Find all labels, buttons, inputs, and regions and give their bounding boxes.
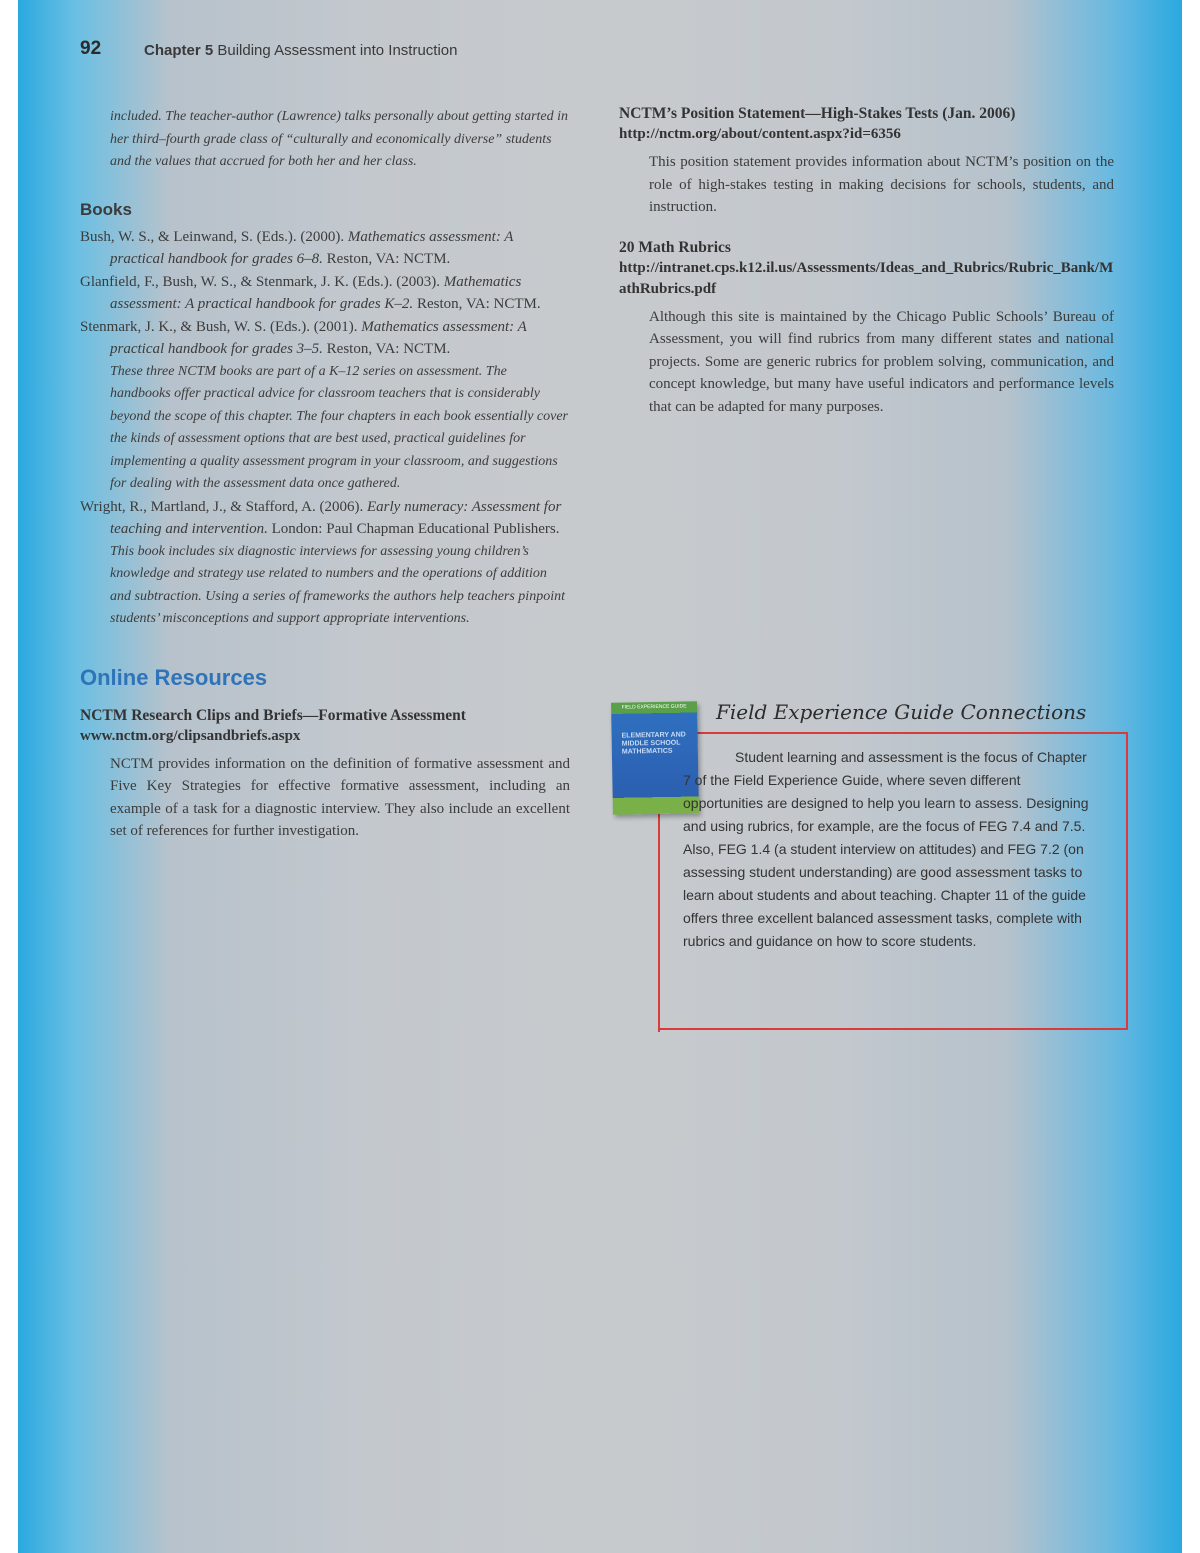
books-heading: Books	[80, 199, 132, 219]
resource-link[interactable]: http://nctm.org/about/content.aspx?id=6356	[619, 126, 901, 142]
wright-annotation: This book includes six diagnostic interviews for assessing young children’s knowledge and strategy use related to numbers and the operations of addition and subtraction. Using a series of frameworks the authors help teachers pinpoint students’ misconceptions and support appropriate interventions.	[110, 543, 565, 626]
field-experience-callout	[608, 694, 1113, 1034]
resource-title: NCTM Research Clips and Briefs—Formative Assessment	[80, 706, 466, 724]
chapter-label: Chapter 5	[144, 42, 214, 59]
chapter-title: Building Assessment into Instruction	[217, 42, 458, 59]
reference-stenmark: Stenmark, J. K., & Bush, W. S. (Eds.). (2001). Mathematics assessment: A practical handbook for grades 3–5. Reston, VA: NCTM.	[80, 318, 527, 357]
resource-description: Although this site is maintained by the Chicago Public Schools’ Bureau of Assessment, you will find rubrics from many different states and national projects. Some are generic rubrics for problem solving, communication, and concept knowledge, but many have useful indicators and performance levels that can be adapted for many purposes.	[649, 308, 1114, 415]
book-cover-title: ELEMENTARY AND MIDDLE SCHOOL MATHEMATICS	[621, 731, 686, 756]
online-resources-heading: Online Resources	[80, 664, 268, 690]
callout-text: Student learning and assessment is the focus of Chapter 7 of the Field Experience Guide, where seven different opportunities are designed to help you learn to assess. Designing and using rubrics, for example, are the focus of FEG 7.4 and 7.5. Also, FEG 1.4 (a student interview on attitudes) and FEG 7.2 (on assessing student understanding) are good assessment tasks to learn about students and about teaching. Chapter 11 of the guide offers three excellent balanced assessment tasks, complete with rubrics and guidance on how to score students.	[683, 749, 1089, 949]
left-column	[80, 106, 570, 861]
reference-bush: Bush, W. S., & Leinwand, S. (Eds.). (2000). Mathematics assessment: A practical handbook for grades 6–8. Reston, VA: NCTM.	[80, 228, 514, 267]
resource-description: This position statement provides information about NCTM’s position on the role of high-stakes testing in making decisions for schools, students, and instruction.	[649, 154, 1114, 215]
resource-description: NCTM provides information on the definition of formative assessment and Five Key Strategies for effective formative assessment, including an example of a task for a diagnostic interview. They also include an excellent set of references for further investigation.	[110, 755, 570, 839]
book-cover-band: FIELD EXPERIENCE GUIDE	[621, 703, 687, 711]
resource-link[interactable]: http://intranet.cps.k12.il.us/Assessments/Ideas_and_Rubrics/Rubric_Bank/MathRubrics.pdf	[619, 259, 1114, 297]
callout-heading: Field Experience Guide Connections	[716, 700, 1087, 724]
resource-link[interactable]: www.nctm.org/clipsandbriefs.aspx	[80, 727, 301, 744]
page-number: 92	[80, 38, 102, 59]
intro-annotation: included. The teacher-author (Lawrence) talks personally about getting started in her third–fourth grade class of “culturally and economically diverse” students and the values that accrued for both her and her class.	[110, 109, 569, 169]
running-head	[144, 42, 457, 59]
reference-glanfield: Glanfield, F., Bush, W. S., & Stenmark, J. K. (Eds.). (2003). Mathematics assessment: A practical handbook for grades K–2. Reston, VA: NCTM.	[80, 273, 541, 312]
resource-title: 20 Math Rubrics	[619, 238, 731, 256]
resource-title: NCTM’s Position Statement—High-Stakes Tests (Jan. 2006)	[619, 105, 1016, 122]
right-column	[619, 103, 1114, 436]
page	[18, 0, 1182, 1553]
references-annotation: These three NCTM books are part of a K–12 series on assessment. The handbooks offer practical advice for classroom teachers that is considerably beyond the scope of this chapter. The four chapters in each book essentially cover the kinds of assessment options that are best used, practical guidelines for implementing a quality assessment program in your classroom, and suggestions for dealing with the assessment data once gathered.	[110, 363, 569, 491]
reference-wright: Wright, R., Martland, J., & Stafford, A. (2006). Early numeracy: Assessment for teaching and intervention. London: Paul Chapman Educational Publishers.	[80, 498, 562, 537]
